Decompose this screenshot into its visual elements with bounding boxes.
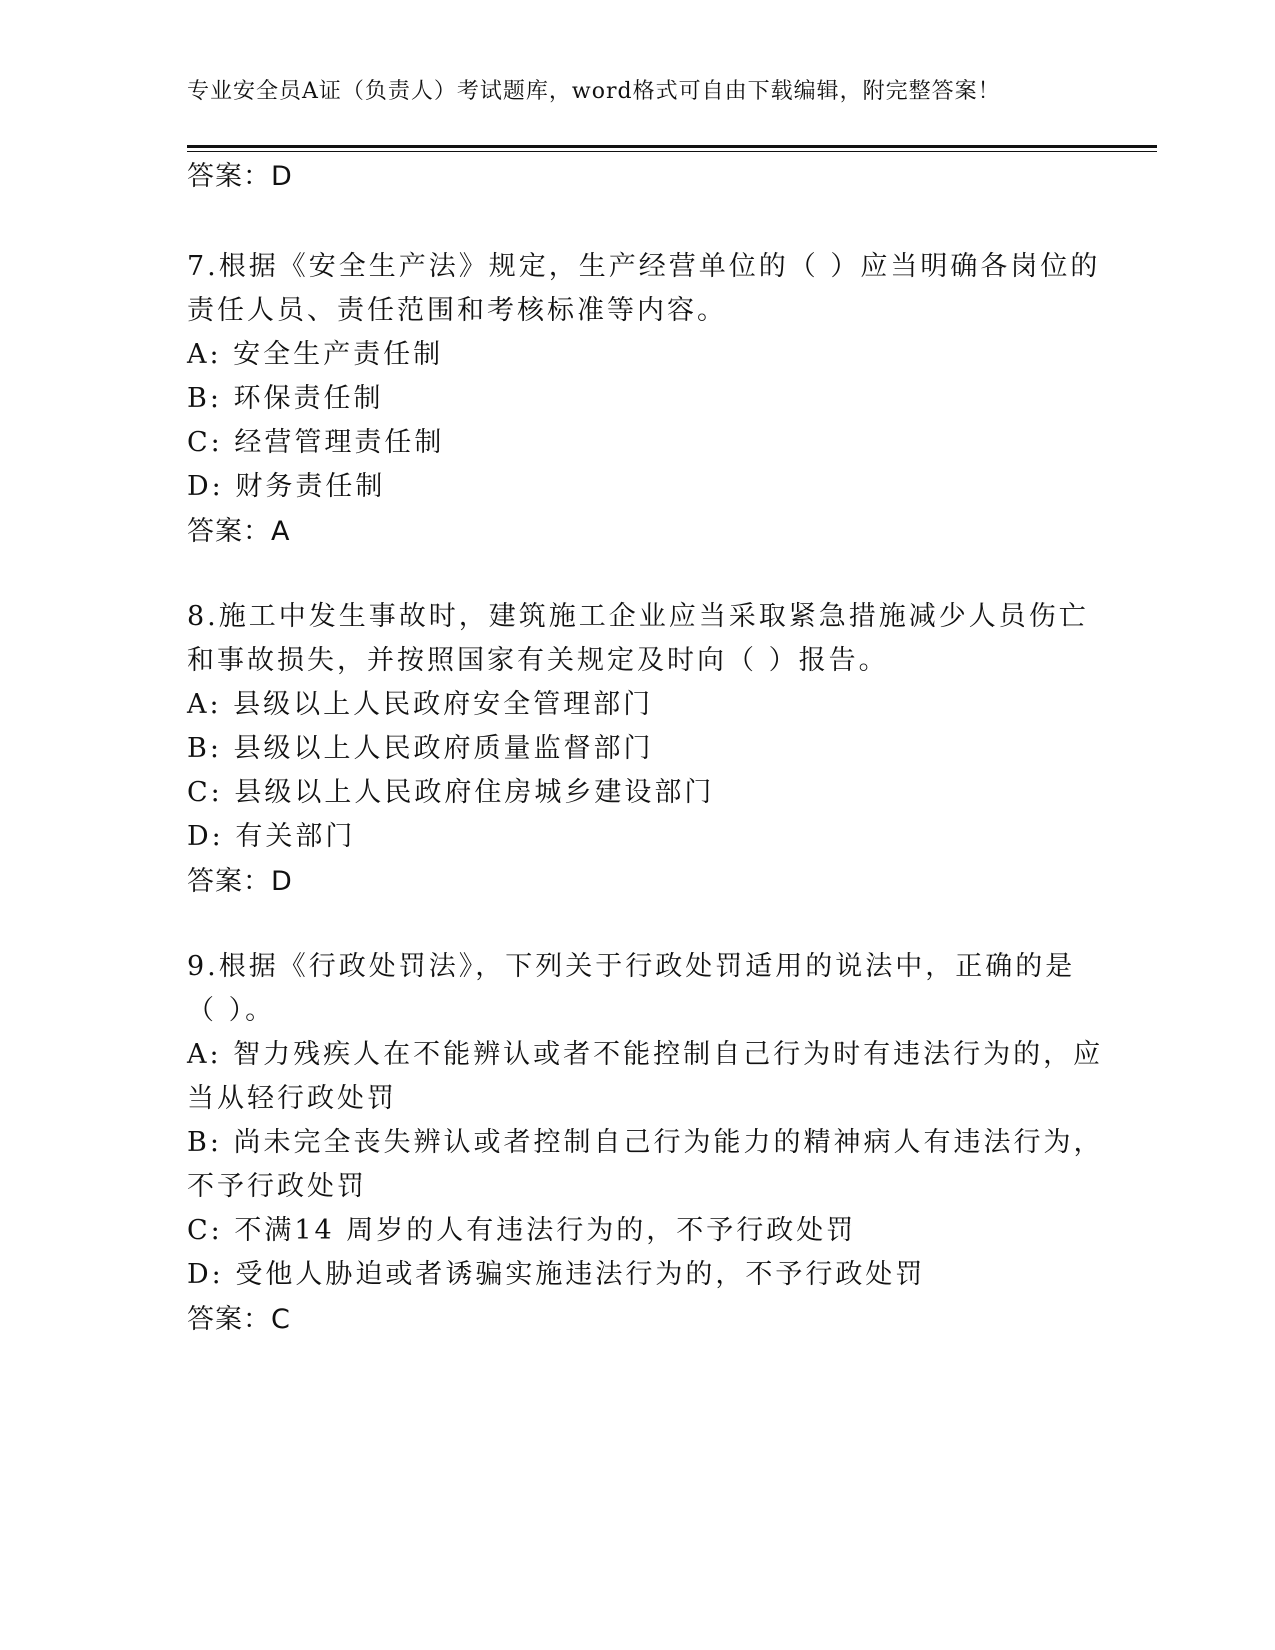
q8-answer: 答案：D [187, 866, 293, 897]
q8-option-c: C: 县级以上人民政府住房城乡建设部门 [187, 777, 715, 808]
q8-option-b: B: 县级以上人民政府质量监督部门 [187, 733, 654, 764]
q7-answer: 答案：A [187, 516, 291, 547]
page-header: 专业安全员A证（负责人）考试题库，word格式可自由下载编辑，附完整答案！ [187, 79, 1001, 104]
q8-stem-line-2: 和事故损失，并按照国家有关规定及时向（ ）报告。 [187, 645, 889, 676]
q8-option-a: A: 县级以上人民政府安全管理部门 [187, 689, 654, 720]
q8-stem-line-1: 8.施工中发生事故时，建筑施工企业应当采取紧急措施减少人员伤亡 [187, 601, 1089, 632]
q7-option-a: A: 安全生产责任制 [187, 339, 444, 370]
q8-option-d: D: 有关部门 [187, 821, 356, 852]
q9-option-c: C: 不满14 周岁的人有违法行为的，不予行政处罚 [187, 1215, 857, 1246]
q9-option-b-line-2: 不予行政处罚 [187, 1171, 367, 1202]
q9-stem-line-2: （ ）。 [187, 995, 276, 1026]
q9-option-d: D: 受他人胁迫或者诱骗实施违法行为的，不予行政处罚 [187, 1259, 926, 1290]
q7-option-c: C: 经营管理责任制 [187, 427, 445, 458]
header-rule-thick [187, 145, 1157, 148]
q7-option-b: B: 环保责任制 [187, 383, 384, 414]
q9-option-a-line-2: 当从轻行政处罚 [187, 1083, 397, 1114]
q9-option-b-line-1: B: 尚未完全丧失辨认或者控制自己行为能力的精神病人有违法行为， [187, 1127, 1104, 1158]
q9-stem-line-1: 9.根据《行政处罚法》，下列关于行政处罚适用的说法中，正确的是 [187, 951, 1076, 982]
q7-stem-line-1: 7.根据《安全生产法》规定，生产经营单位的（ ）应当明确各岗位的 [187, 251, 1101, 282]
prev-answer: 答案：D [187, 161, 293, 192]
q7-stem-line-2: 责任人员、责任范围和考核标准等内容。 [187, 295, 727, 326]
q9-option-a-line-1: A: 智力残疾人在不能辨认或者不能控制自己行为时有违法行为的，应 [187, 1039, 1104, 1070]
q9-answer: 答案：C [187, 1304, 291, 1335]
header-rule-thin [187, 151, 1157, 152]
q7-option-d: D: 财务责任制 [187, 471, 386, 502]
